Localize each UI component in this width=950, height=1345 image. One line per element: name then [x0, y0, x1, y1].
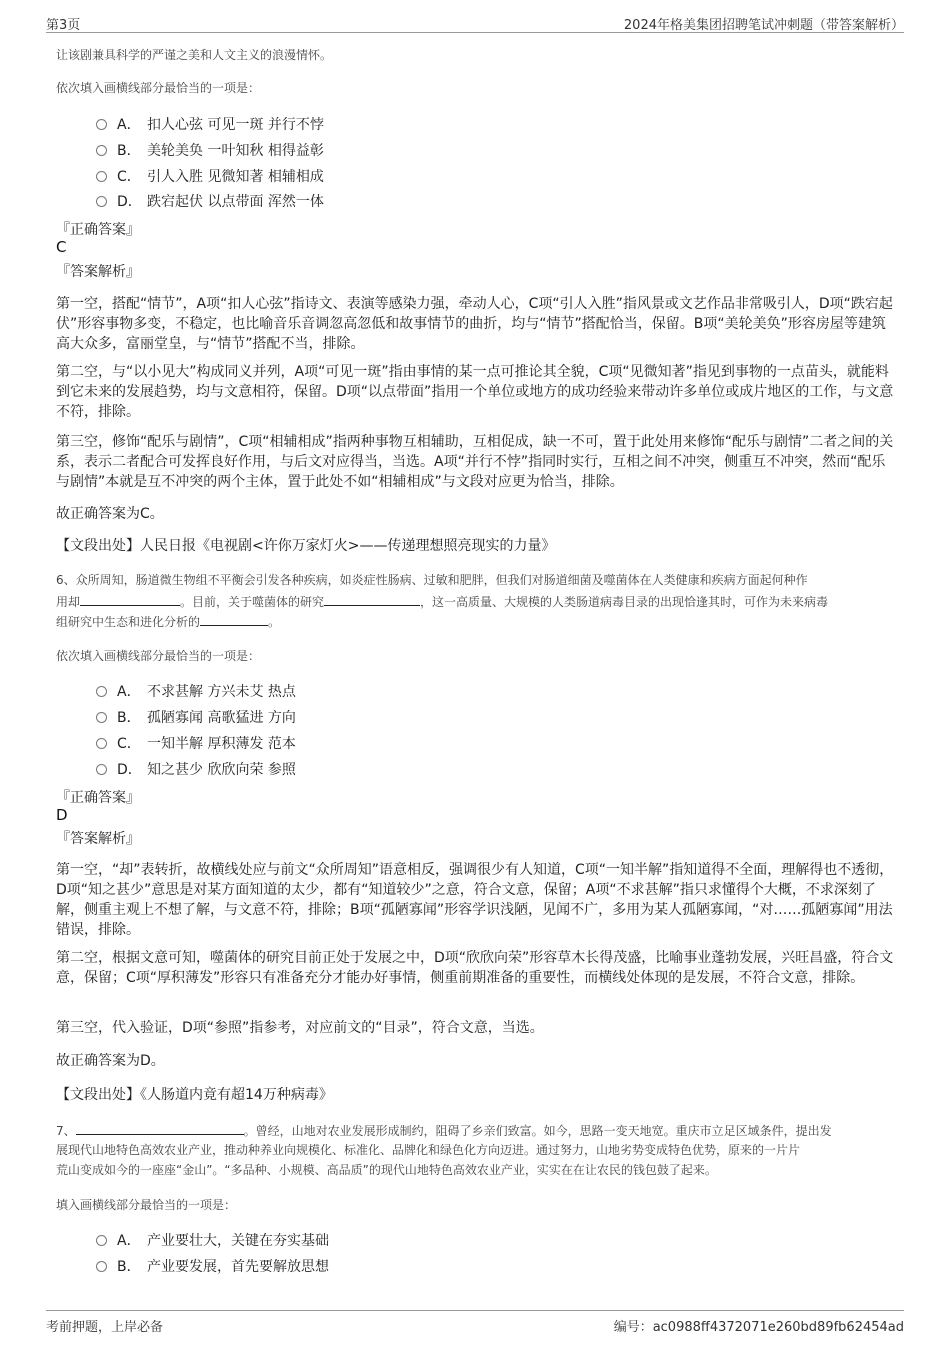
footer-slogan: 考前押题，上岸必备: [46, 1320, 164, 1335]
page-footer: [46, 1310, 904, 1337]
q5-prompt: 依次填入画横线部分最恰当的一项是：: [56, 81, 261, 95]
radio-icon[interactable]: [96, 686, 107, 697]
radio-icon[interactable]: [96, 764, 107, 775]
q6-stem-line-1: 6、众所周知，肠道微生物组不平衡会引发各种疾病，如炎症性肠病、过敏和肥胖，但我们对肠道细菌及噬菌体在人类健康和疾病方面起何种作: [56, 573, 808, 587]
page-header: [46, 8, 904, 33]
q7-stem-line-3: 荒山变成如今的一座座“金山”。“多品种、小规模、高品质”的现代山地特色高效农业产业，实实在在让农民的钱包鼓了起来。: [56, 1163, 717, 1177]
q5-option-a[interactable]: A． 扣人心弦 可见一斑 并行不悖: [96, 114, 324, 134]
q5-analysis-3: 第三空，修饰“配乐与剧情”，C项“相辅相成”指两种事物互相辅助，互相促成，缺一不可，置于此处用来修饰“配乐与剧情”二者之间的关系，表示二者配合可发挥良好作用，与后文对应得当，当选。A项“并行不悖”指同时实行，互相之间不冲突，侧重互不冲突，然而“配乐与剧情”本就是互不冲突的两个主体，置于此处不如“相辅相成”与文段对应更为恰当，排除。: [56, 434, 894, 490]
q6-prompt: 依次填入画横线部分最恰当的一项是：: [56, 649, 261, 663]
q6-option-c[interactable]: C． 一知半解 厚积薄发 范本: [96, 733, 296, 753]
q5-option-c[interactable]: C． 引人入胜 见微知著 相辅相成: [96, 166, 324, 186]
q5-conclusion: 故正确答案为C。: [56, 506, 164, 522]
q5-answer: C: [56, 238, 67, 256]
radio-icon[interactable]: [96, 119, 107, 130]
q7-option-b[interactable]: B． 产业要发展，首先要解放思想: [96, 1256, 329, 1276]
q5-option-b[interactable]: B． 美轮美奂 一叶知秋 相得益彰: [96, 140, 324, 160]
q6-conclusion: 故正确答案为D。: [56, 1053, 165, 1069]
blank-1[interactable]: [76, 1120, 244, 1135]
radio-icon[interactable]: [96, 712, 107, 723]
q5-analysis-label: 『答案解析』: [56, 264, 140, 280]
radio-icon[interactable]: [96, 738, 107, 749]
q6-analysis-1: 第一空，“却”表转折，故横线处应与前文“众所周知”语意相反，强调很少有人知道，C项“一知半解”指知道得不全面，理解得也不透彻，D项“知之甚少”意思是对某方面知道的太少，都有“知道较少”之意，符合文意，保留；A项“不求甚解”指只求懂得个大概，不求深刻了解，侧重主观上不想了解，与文意不符，排除；B项“孤陋寡闻”形容学识浅陋，见闻不广，多用为某人孤陋寡闻，“对……孤陋寡闻”用法错误，排除。: [56, 862, 894, 938]
q6-analysis-3: 第三空，代入验证，D项“参照”指参考，对应前文的“目录”，符合文意，当选。: [56, 1020, 544, 1036]
q7-prompt: 填入画横线部分最恰当的一项是：: [56, 1198, 237, 1212]
radio-icon[interactable]: [96, 171, 107, 182]
q7-stem-line-1: 7、 。曾经，山地对农业发展形成制约，阻碍了乡亲们致富。如今，思路一变天地宽。重庆市立足区域条件，提出发: [56, 1120, 832, 1141]
q6-option-d[interactable]: D． 知之甚少 欣欣向荣 参照: [96, 759, 296, 779]
q5-analysis-2: 第二空，与“以小见大”构成同义并列，A项“可见一斑”指由事情的某一点可推论其全貌，C项“见微知著”指见到事物的一点苗头，就能料到它未来的发展趋势，均与文意相符，保留。D项“以点带面”指用一个单位或地方的成功经验来带动许多单位或成片地区的工作，与文意不符，排除。: [56, 364, 894, 420]
blank-2[interactable]: [324, 591, 420, 606]
q6-analysis-2: 第二空，根据文意可知，噬菌体的研究目前正处于发展之中，D项“欣欣向荣”形容草木长得茂盛，比喻事业蓬勃发展，兴旺昌盛，符合文意，保留；C项“厚积薄发”形容只有准备充分才能办好事情，侧重前期准备的重要性，而横线处体现的是发展，不符合文意，排除。: [56, 950, 894, 986]
q7-option-a[interactable]: A． 产业要壮大，关键在夯实基础: [96, 1230, 329, 1250]
radio-icon[interactable]: [96, 145, 107, 156]
q5-source: 【文段出处】人民日报《电视剧<许你万家灯火>——传递理想照亮现实的力量》: [56, 538, 556, 554]
blank-3[interactable]: [200, 611, 268, 626]
q6-option-b[interactable]: B． 孤陋寡闻 高歌猛进 方向: [96, 707, 296, 727]
document-title: 2024年格美集团招聘笔试冲刺题（带答案解析）: [623, 18, 904, 33]
page-number: 第3页: [46, 18, 81, 33]
q5-intro-tail: 让该剧兼具科学的严谨之美和人文主义的浪漫情怀。: [56, 48, 333, 62]
q6-source: 【文段出处】《人肠道内竟有超14万种病毒》: [56, 1087, 333, 1103]
q6-answer-label: 『正确答案』: [56, 790, 140, 806]
radio-icon[interactable]: [96, 1261, 107, 1272]
document-code: 编号：ac0988ff4372071e260bd89fb62454ad: [613, 1320, 904, 1335]
radio-icon[interactable]: [96, 196, 107, 207]
q7-stem-line-2: 展现代山地特色高效农业产业，推动种养业向规模化、标准化、品牌化和绿色化方向迈进。通过努力，山地劣势变成特色优势，原来的一片片: [56, 1143, 801, 1157]
q6-analysis-label: 『答案解析』: [56, 831, 140, 847]
q6-option-a[interactable]: A． 不求甚解 方兴未艾 热点: [96, 681, 296, 701]
blank-1[interactable]: [80, 591, 180, 606]
q6-stem-line-2: 用却 。目前，关于噬菌体的研究 ，这一高质量、大规模的人类肠道病毒目录的出现恰逢其时，可作为未来病毒: [56, 591, 828, 612]
q5-analysis-1: 第一空，搭配“情节”，A项“扣人心弦”指诗文、表演等感染力强，牵动人心，C项“引人入胜”指风景或文艺作品非常吸引人，D项“跌宕起伏”形容事物多变，不稳定，也比喻音乐音调忽高忽低和故事情节的曲折，均与“情节”搭配恰当，保留。B项“美轮美奂”形容房屋等建筑高大众多，富丽堂皇，与“情节”搭配不当，排除。: [56, 296, 893, 352]
q5-option-d[interactable]: D． 跌宕起伏 以点带面 浑然一体: [96, 191, 324, 211]
radio-icon[interactable]: [96, 1235, 107, 1246]
q5-answer-label: 『正确答案』: [56, 222, 140, 238]
q6-answer: D: [56, 806, 68, 824]
q6-stem-line-3: 组研究中生态和进化分析的 。: [56, 611, 280, 632]
